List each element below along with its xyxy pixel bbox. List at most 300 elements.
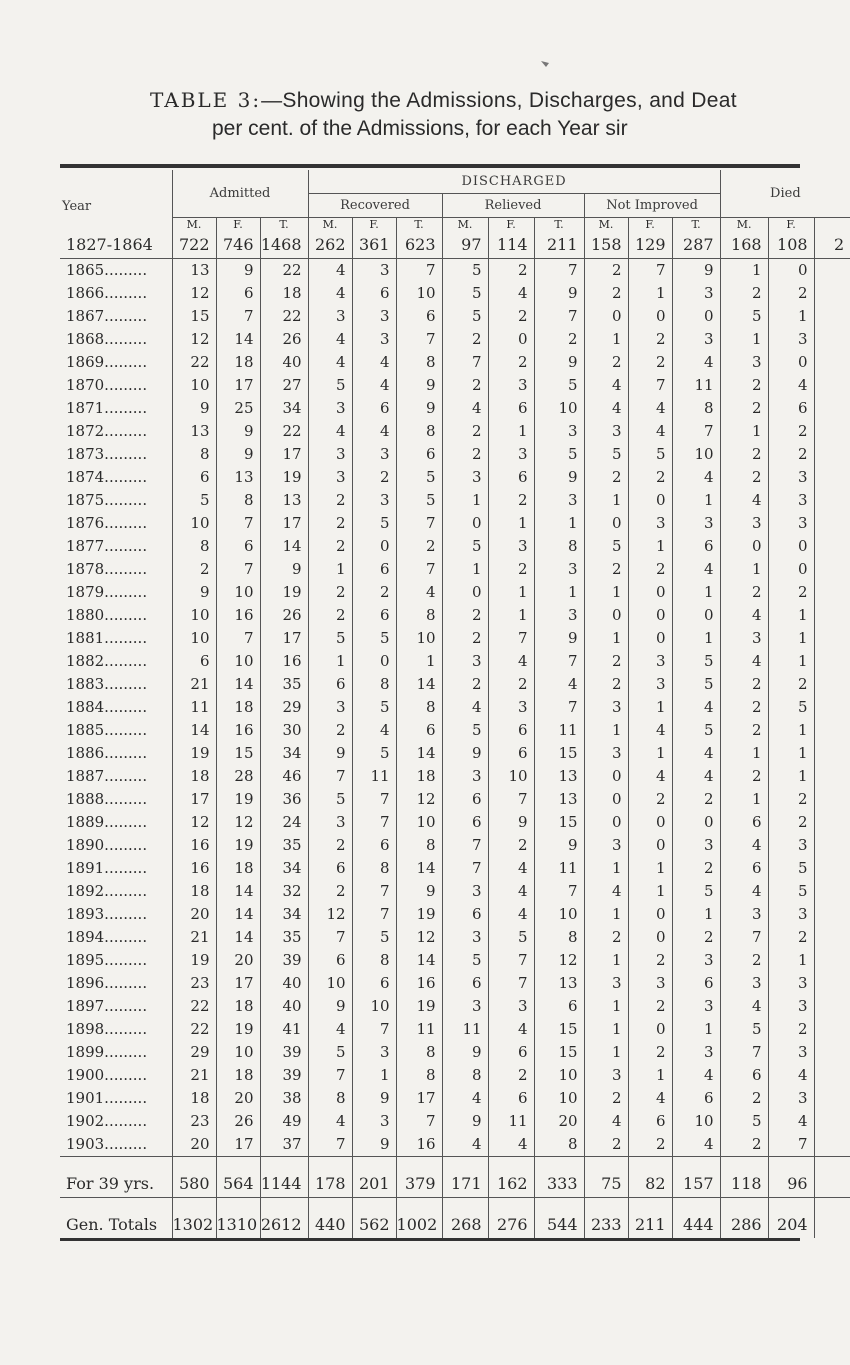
table-cell: 12	[308, 903, 352, 926]
table-row	[60, 1087, 850, 1110]
table-cell: 12	[396, 788, 442, 811]
row-year: 1903.........	[66, 1135, 148, 1153]
table-cell: 5	[720, 1110, 768, 1133]
table-cell: 14	[216, 673, 260, 696]
table-cell	[814, 1041, 850, 1064]
header-mft-row: M. F. T. M. F. T. M. F. T. M. F. T. M. F.	[60, 218, 850, 233]
table-cell: 16	[216, 604, 260, 627]
table-cell: 262	[308, 232, 352, 259]
table-cell: 12	[396, 926, 442, 949]
table-cell: 14	[216, 328, 260, 351]
row-year: 1894.........	[66, 928, 148, 946]
table-cell: 7	[534, 259, 584, 283]
table-cell: 158	[584, 232, 628, 259]
table-cell: 18	[216, 351, 260, 374]
table-row	[60, 1133, 850, 1157]
table-cell: 1	[768, 742, 814, 765]
table-cell: 3	[768, 834, 814, 857]
table-cell: 19	[216, 1018, 260, 1041]
table-cell: 15	[534, 1041, 584, 1064]
table-cell: 20	[216, 949, 260, 972]
table-cell: 7	[352, 811, 396, 834]
table-cell: 4	[628, 420, 672, 443]
row-year: 1876.........	[66, 514, 148, 532]
table-cell: 4	[308, 351, 352, 374]
row-year: 1878.........	[66, 560, 148, 578]
table-cell	[814, 512, 850, 535]
table-cell: 2	[628, 788, 672, 811]
table-cell: 6	[352, 558, 396, 581]
table-cell: 21	[172, 1064, 216, 1087]
table-cell: 0	[720, 535, 768, 558]
table-cell: 1	[628, 742, 672, 765]
table-cell	[814, 650, 850, 673]
table-cell: 3	[768, 903, 814, 926]
table-cell: 11	[352, 765, 396, 788]
table-cell	[814, 489, 850, 512]
table-cell: 7	[628, 374, 672, 397]
table-cell: 15	[534, 1018, 584, 1041]
table-cell: 3	[442, 880, 488, 903]
table-cell: 10	[216, 1041, 260, 1064]
arrow-mark-icon	[540, 58, 554, 68]
table-cell: 22	[172, 1018, 216, 1041]
row-year: 1871.........	[66, 399, 148, 417]
table-cell: 1	[768, 627, 814, 650]
table-cell	[814, 328, 850, 351]
table-cell: 5	[308, 788, 352, 811]
table-cell: 12	[216, 811, 260, 834]
table-cell: 19	[260, 466, 308, 489]
table-cell: 2	[308, 834, 352, 857]
table-cell: 2	[488, 351, 534, 374]
table-cell: 2	[672, 788, 720, 811]
table-cell: 13	[172, 259, 216, 283]
table-cell: 22	[260, 420, 308, 443]
table-cell: 3	[308, 696, 352, 719]
table-cell: 13	[534, 788, 584, 811]
table-cell: 3	[442, 995, 488, 1018]
table-cell: 9	[352, 1133, 396, 1157]
row-year: 1869.........	[66, 353, 148, 371]
table-cell: 26	[260, 604, 308, 627]
table-cell: 3	[768, 1041, 814, 1064]
table-cell: 3	[672, 995, 720, 1018]
table-cell: 2	[720, 466, 768, 489]
table-cell: 16	[396, 1133, 442, 1157]
table-cell: 6	[488, 742, 534, 765]
table-cell: 1	[488, 581, 534, 604]
table-cell: 118	[720, 1171, 768, 1198]
table-cell: 14	[396, 857, 442, 880]
table-cell: 4	[308, 1018, 352, 1041]
table-cell: 4	[488, 880, 534, 903]
table-cell: 2	[720, 443, 768, 466]
table-row	[60, 742, 850, 765]
table-cell: 0	[488, 328, 534, 351]
table-cell: 1	[584, 627, 628, 650]
table-cell: 1	[442, 489, 488, 512]
table-cell: 2	[172, 558, 216, 581]
table-cell: 3	[442, 466, 488, 489]
table-cell: 2	[584, 1133, 628, 1157]
table-row	[60, 719, 850, 742]
table-cell: 46	[260, 765, 308, 788]
table-cell: 440	[308, 1212, 352, 1238]
row-year: 1897.........	[66, 997, 148, 1015]
table-cell: 30	[260, 719, 308, 742]
table-cell: 14	[216, 926, 260, 949]
table-cell: 3	[768, 466, 814, 489]
table-cell: 1	[628, 282, 672, 305]
table-cell: 7	[352, 880, 396, 903]
table-cell: 3	[584, 972, 628, 995]
statistics-table	[60, 164, 845, 1241]
table-cell: 8	[172, 443, 216, 466]
table-cell: 9	[442, 1110, 488, 1133]
table-cell: 7	[308, 765, 352, 788]
table-cell: 10	[534, 397, 584, 420]
table-cell: 2612	[260, 1212, 308, 1238]
table-cell: 4	[628, 397, 672, 420]
table-cell: 2	[720, 719, 768, 742]
table-cell: 5	[534, 374, 584, 397]
table-cell: 8	[534, 926, 584, 949]
table-cell: 6	[352, 972, 396, 995]
table-cell: 5	[442, 259, 488, 283]
table-cell: 10	[216, 650, 260, 673]
totals-39-years-row	[60, 1171, 850, 1198]
table-cell: 0	[628, 489, 672, 512]
table-body	[60, 232, 850, 1238]
table-cell: 10	[172, 512, 216, 535]
table-cell: 5	[442, 719, 488, 742]
table-cell: 10	[534, 1087, 584, 1110]
table-row	[60, 673, 850, 696]
row-year: 1883.........	[66, 675, 148, 693]
table-cell: 4	[672, 742, 720, 765]
table-cell: 2	[584, 673, 628, 696]
row-year: 1887.........	[66, 767, 148, 785]
table-cell: 2	[768, 926, 814, 949]
table-cell	[814, 374, 850, 397]
table-cell: 1468	[260, 232, 308, 259]
table-cell: 580	[172, 1171, 216, 1198]
table-row	[60, 466, 850, 489]
table-cell: 3	[442, 926, 488, 949]
table-cell: 7	[396, 259, 442, 283]
table-cell: 1	[584, 1041, 628, 1064]
table-cell: 4	[308, 259, 352, 283]
table-cell	[814, 1018, 850, 1041]
table-cell: 4	[720, 650, 768, 673]
table-cell: 0	[628, 811, 672, 834]
table-cell: 18	[216, 995, 260, 1018]
table-cell: 2	[720, 1133, 768, 1157]
table-cell: 2	[584, 466, 628, 489]
table-cell: 5	[672, 719, 720, 742]
table-cell: 4	[720, 880, 768, 903]
table-cell: 6	[488, 397, 534, 420]
table-cell: 5	[308, 1041, 352, 1064]
table-cell	[814, 259, 850, 283]
table-cell: 17	[216, 374, 260, 397]
table-cell: 3	[672, 512, 720, 535]
table-cell: 0	[584, 305, 628, 328]
row-year: 1867.........	[66, 307, 148, 325]
row-year: 1874.........	[66, 468, 148, 486]
table-cell: 5	[352, 512, 396, 535]
table-cell: 1	[308, 650, 352, 673]
table-cell: 7	[352, 903, 396, 926]
table-cell	[814, 1212, 850, 1238]
table-cell: 16	[396, 972, 442, 995]
table-cell: 5	[672, 650, 720, 673]
table-cell: 3	[352, 305, 396, 328]
table-row	[60, 1018, 850, 1041]
table-cell: 5	[488, 926, 534, 949]
table-cell: 3	[720, 903, 768, 926]
table-row	[60, 972, 850, 995]
table-cell: 3	[628, 972, 672, 995]
table-cell: 9	[442, 1041, 488, 1064]
table-cell: 8	[396, 420, 442, 443]
table-cell: 233	[584, 1212, 628, 1238]
table-cell	[814, 880, 850, 903]
table-cell: 6	[488, 1041, 534, 1064]
table-cell: 26	[260, 328, 308, 351]
table-cell: 1	[672, 581, 720, 604]
row-year: 1882.........	[66, 652, 148, 670]
table-cell: 3	[768, 995, 814, 1018]
table-cell: 9	[442, 742, 488, 765]
table-cell: 4	[534, 673, 584, 696]
table-cell: 3	[352, 1041, 396, 1064]
table-cell: 16	[172, 857, 216, 880]
header-discharged: DISCHARGED	[308, 170, 720, 194]
table-cell: 9	[534, 627, 584, 650]
table-cell: 2	[720, 581, 768, 604]
table-cell: 7	[534, 696, 584, 719]
table-cell	[814, 1110, 850, 1133]
table-cell: 7	[488, 972, 534, 995]
table-cell: 1002	[396, 1212, 442, 1238]
table-cell: 3	[768, 512, 814, 535]
table-cell: 1	[768, 650, 814, 673]
table-cell	[814, 949, 850, 972]
table-cell: 4	[442, 696, 488, 719]
table-cell: 4	[768, 1064, 814, 1087]
table-cell: 15	[172, 305, 216, 328]
table-cell: 10	[308, 972, 352, 995]
table-cell: 3	[584, 742, 628, 765]
table-cell: 0	[768, 351, 814, 374]
table-cell: 4	[442, 1087, 488, 1110]
table-cell: 2	[628, 949, 672, 972]
table-cell: 8	[308, 1087, 352, 1110]
table-cell: 13	[260, 489, 308, 512]
table-cell: 2	[442, 627, 488, 650]
table-cell: 2	[768, 581, 814, 604]
table-cell: 1	[442, 558, 488, 581]
table-cell: 14	[396, 949, 442, 972]
table-cell: 3	[768, 1087, 814, 1110]
table-cell: 1	[768, 305, 814, 328]
table-cell: 17	[260, 443, 308, 466]
table-row	[60, 995, 850, 1018]
table-cell: 9	[534, 834, 584, 857]
table-cell: 7	[488, 627, 534, 650]
row-year: 1892.........	[66, 882, 148, 900]
table-cell: 1	[584, 903, 628, 926]
table-cell: 2	[534, 328, 584, 351]
table-cell	[814, 811, 850, 834]
table-cell: 1	[488, 604, 534, 627]
table-cell: 10	[672, 1110, 720, 1133]
table-cell: 6	[216, 282, 260, 305]
table-cell: 39	[260, 1064, 308, 1087]
table-cell: 8	[352, 857, 396, 880]
table-cell: 2	[628, 466, 672, 489]
table-cell	[814, 903, 850, 926]
spacer-row	[60, 1157, 850, 1172]
table-cell: 6	[488, 719, 534, 742]
table-cell: 9	[308, 742, 352, 765]
table-row	[60, 558, 850, 581]
table-cell: 37	[260, 1133, 308, 1157]
table-cell: 1	[672, 903, 720, 926]
row-year: 1889.........	[66, 813, 148, 831]
table-cell: 4	[352, 420, 396, 443]
table-cell: 4	[672, 1064, 720, 1087]
table-cell: 1	[534, 581, 584, 604]
table-cell: 2	[488, 305, 534, 328]
table-cell: 4	[308, 328, 352, 351]
table-cell: 3	[308, 466, 352, 489]
table-cell: 11	[396, 1018, 442, 1041]
table-cell: 5	[720, 1018, 768, 1041]
general-totals-row	[60, 1212, 850, 1238]
table-cell: 2	[628, 1041, 672, 1064]
table-cell: 4	[308, 282, 352, 305]
table-cell: 3	[488, 535, 534, 558]
table-row	[60, 650, 850, 673]
table-cell: 0	[672, 811, 720, 834]
row-year: 1870.........	[66, 376, 148, 394]
table-cell: 1	[584, 719, 628, 742]
table-cell: 27	[260, 374, 308, 397]
table-cell: 7	[352, 788, 396, 811]
table-cell: 13	[172, 420, 216, 443]
table-cell: 1	[534, 512, 584, 535]
row-year: 1896.........	[66, 974, 148, 992]
table-cell: 5	[768, 857, 814, 880]
table-cell: 746	[216, 232, 260, 259]
table-cell: 204	[768, 1212, 814, 1238]
header-year: Year	[62, 198, 92, 214]
table-cell: 2	[308, 604, 352, 627]
table-cell: 3	[584, 834, 628, 857]
table-row	[60, 282, 850, 305]
table-cell: 8	[534, 1133, 584, 1157]
table-cell: 9	[352, 1087, 396, 1110]
table-cell: 34	[260, 857, 308, 880]
table-cell	[814, 581, 850, 604]
table-cell: 3	[308, 811, 352, 834]
table-cell: 19	[396, 903, 442, 926]
table-cell: 3	[352, 443, 396, 466]
table-cell: 4	[672, 765, 720, 788]
table-cell: 2	[488, 259, 534, 283]
table-cell: 4	[488, 1133, 534, 1157]
table-cell: 5	[442, 305, 488, 328]
table-title: TABLE 3:—Showing the Admissions, Discharges, and Deat	[150, 88, 737, 112]
table-cell: 2	[628, 995, 672, 1018]
table-cell: 2	[720, 949, 768, 972]
table-cell: 7	[442, 857, 488, 880]
table-cell: 6	[768, 397, 814, 420]
row-year: 1868.........	[66, 330, 148, 348]
table-cell: 7	[216, 558, 260, 581]
table-cell: 0	[352, 650, 396, 673]
table-cell: 3	[720, 972, 768, 995]
table-row	[60, 351, 850, 374]
table-cell: 10	[352, 995, 396, 1018]
table-cell: 0	[768, 535, 814, 558]
header-row-1	[60, 170, 850, 194]
table-cell: 18	[172, 880, 216, 903]
table-row	[60, 765, 850, 788]
table-cell: 3	[488, 696, 534, 719]
table-cell: 0	[628, 604, 672, 627]
table-cell: 34	[260, 397, 308, 420]
table-cell: 2	[308, 581, 352, 604]
table-cell: 18	[216, 857, 260, 880]
table-cell: 2	[442, 673, 488, 696]
table-cell: 0	[628, 903, 672, 926]
table-cell: 6	[308, 949, 352, 972]
table-cell: 4	[584, 1110, 628, 1133]
table-cell: 4	[352, 374, 396, 397]
table-cell: 19	[216, 834, 260, 857]
table-cell: 3	[534, 604, 584, 627]
table-cell: 6	[442, 972, 488, 995]
table-cell: 18	[216, 1064, 260, 1087]
table-cell: 5	[442, 949, 488, 972]
table-cell: 16	[260, 650, 308, 673]
table-cell: 4	[584, 880, 628, 903]
row-label: For 39 yrs.	[66, 1174, 155, 1193]
table-cell: 3	[488, 374, 534, 397]
table-cell: 19	[216, 788, 260, 811]
table-cell: 114	[488, 232, 534, 259]
table-cell: 8	[396, 696, 442, 719]
table-cell	[814, 926, 850, 949]
table-cell: 211	[534, 232, 584, 259]
table-cell: 4	[628, 765, 672, 788]
table-cell: 5	[396, 466, 442, 489]
table-cell: 5	[352, 742, 396, 765]
table-cell: 7	[720, 1041, 768, 1064]
table-cell: 4	[672, 696, 720, 719]
table-cell: 2	[308, 880, 352, 903]
table-cell: 40	[260, 972, 308, 995]
table-cell: 162	[488, 1171, 534, 1198]
table-cell: 11	[534, 857, 584, 880]
table-cell: 1	[720, 328, 768, 351]
table-cell: 564	[216, 1171, 260, 1198]
table-cell: 3	[534, 489, 584, 512]
